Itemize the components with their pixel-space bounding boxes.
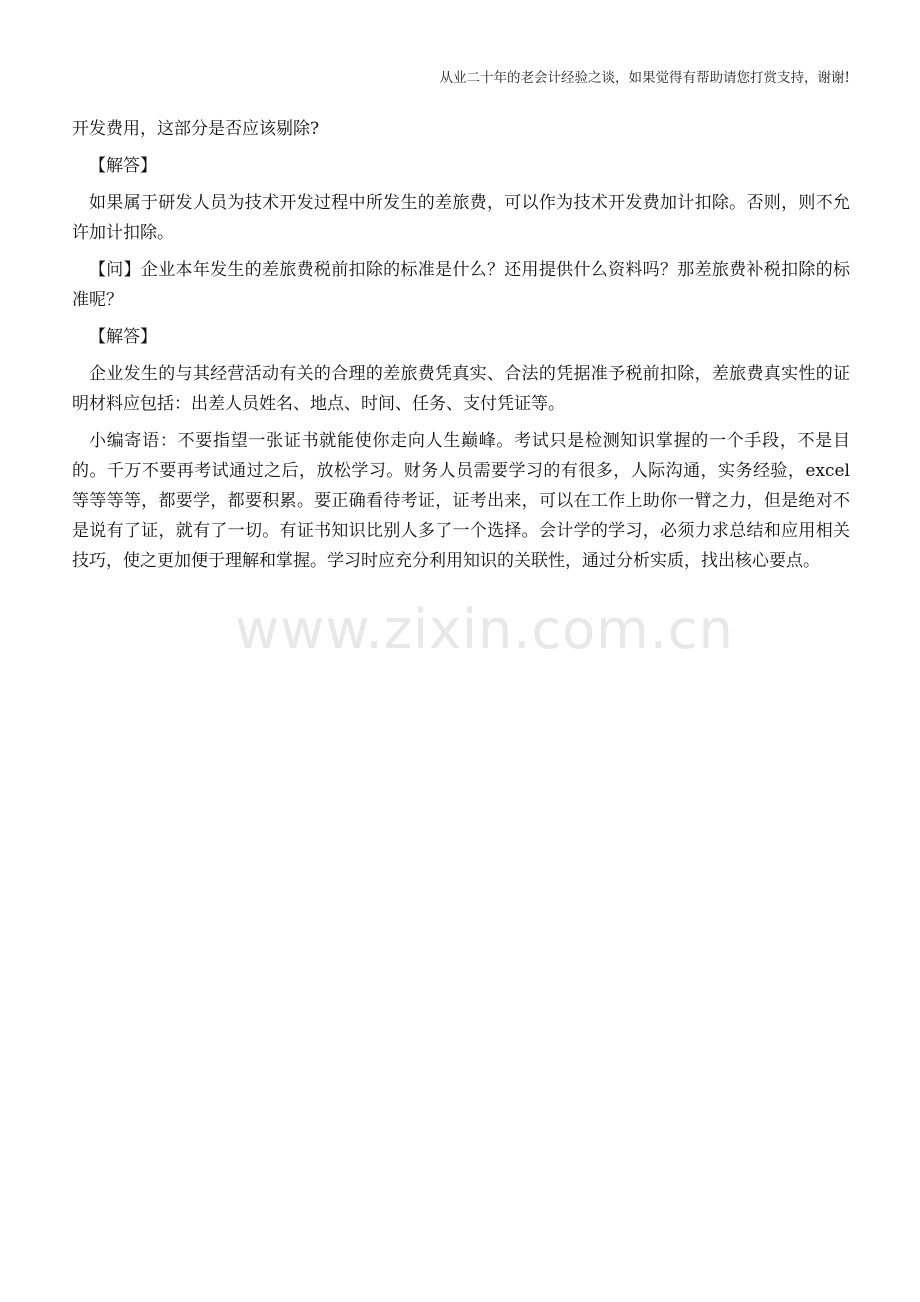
document-body bbox=[72, 114, 850, 583]
question-paragraph: 【问】企业本年发生的差旅费税前扣除的标准是什么？还用提供什么资料吗？那差旅费补税扣除的标准呢？ bbox=[72, 260, 850, 310]
editor-note-paragraph: 小编寄语：不要指望一张证书就能使你走向人生巅峰。考试只是检测知识掌握的一个手段，不是目的。千万不要再考试通过之后，放松学习。财务人员需要学习的有很多，人际沟通，实务经验，excel 等等等等，都要学，都要积累。要正确看待考证，证考出来，可以在工作上助你一臂之力，但是绝对不是说有了证，就有了一切。有证书知识比别人多了一个选择。会计学的学习，必须力求总结和应用相关技巧，使之更加便于理解和掌握。学习时应充分利用知识的关联性，通过分析实质，找出核心要点。 bbox=[72, 431, 850, 571]
answer-heading: 【解答】 bbox=[89, 156, 157, 176]
header-note: 从业二十年的老会计经验之谈，如果觉得有帮助请您打赏支持，谢谢! bbox=[439, 70, 850, 86]
answer-heading: 【解答】 bbox=[89, 327, 157, 347]
watermark: www.zixin.com.cn bbox=[235, 598, 734, 661]
answer-paragraph: 企业发生的与其经营活动有关的合理的差旅费凭真实、合法的凭据准予税前扣除，差旅费真实性的证明材料应包括：出差人员姓名、地点、时间、任务、支付凭证等。 bbox=[72, 364, 850, 414]
paragraph-continuation: 开发费用，这部分是否应该剔除? bbox=[72, 119, 320, 139]
answer-paragraph: 如果属于研发人员为技术开发过程中所发生的差旅费，可以作为技术开发费加计扣除。否则，则不允许加计扣除。 bbox=[72, 193, 850, 243]
